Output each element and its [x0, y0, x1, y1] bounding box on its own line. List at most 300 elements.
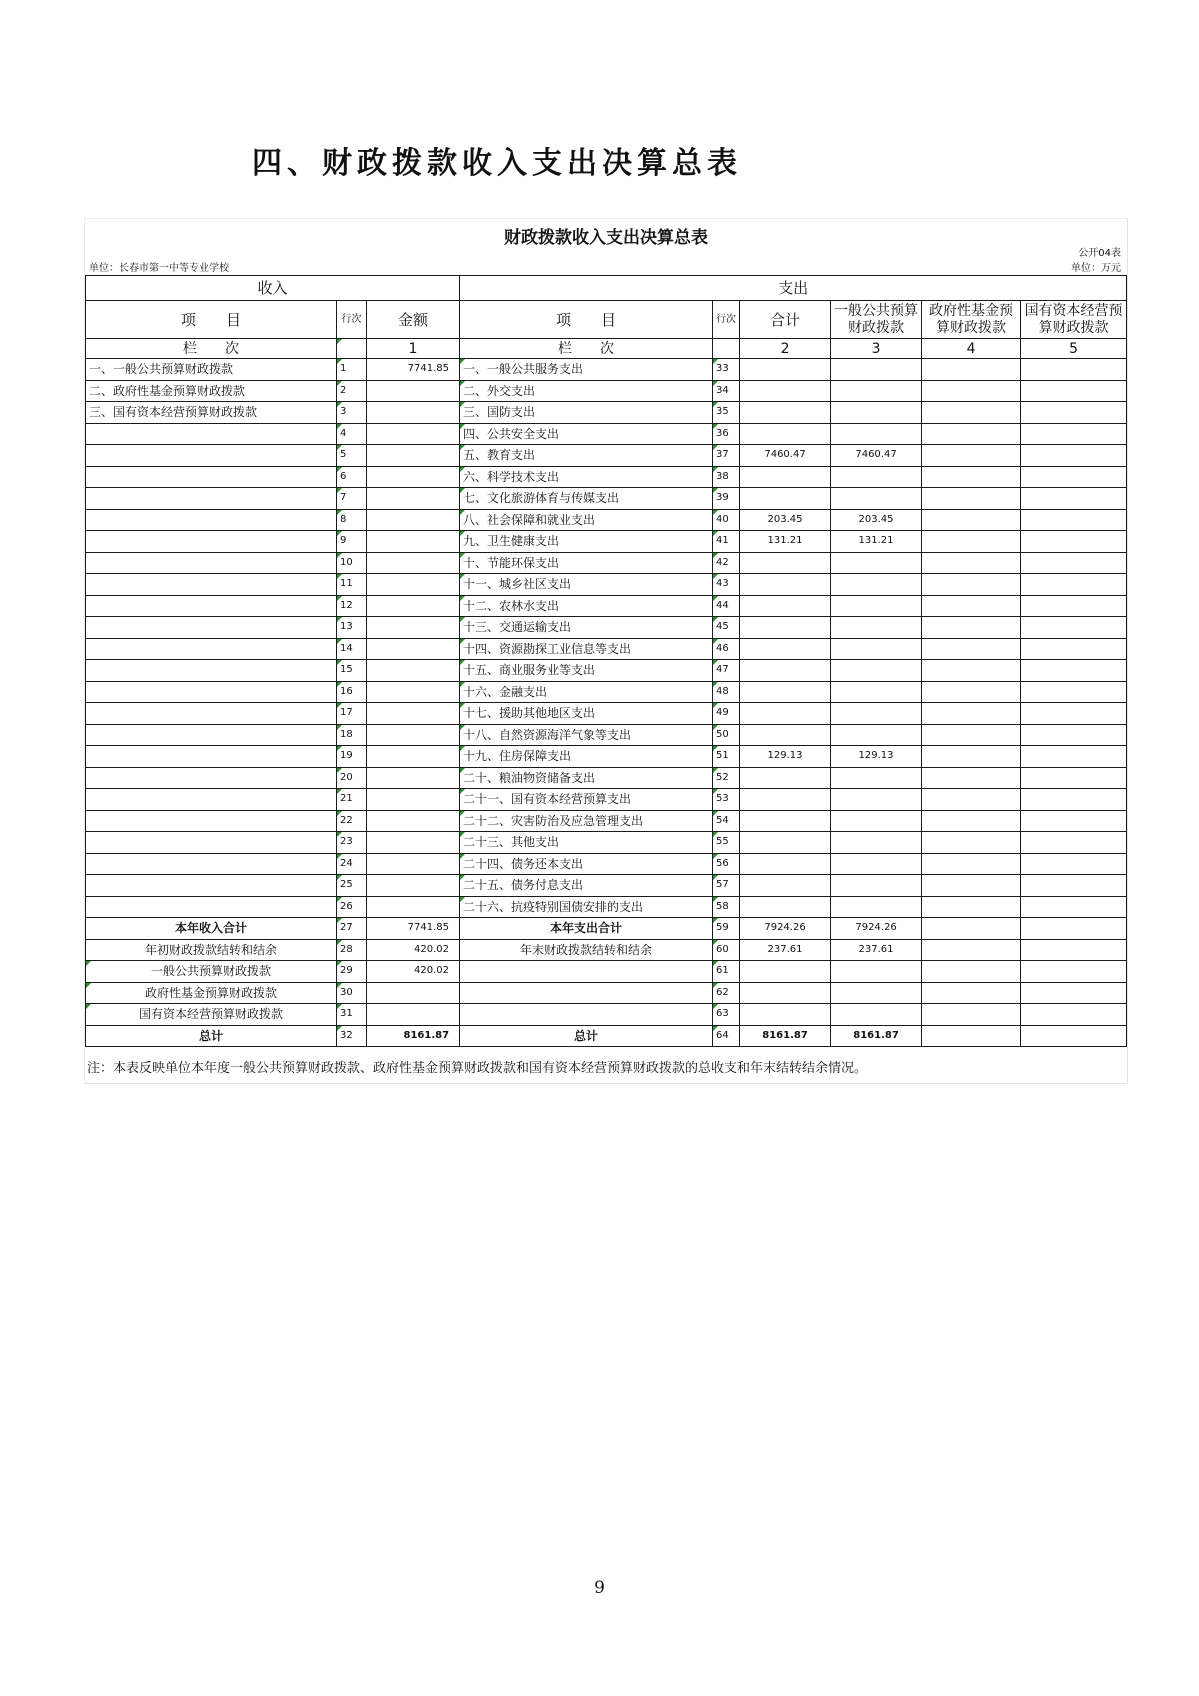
- row-no: 62: [713, 982, 740, 1004]
- row-no: 25: [337, 875, 367, 897]
- amount: [740, 896, 831, 918]
- amount: [367, 531, 460, 553]
- row-no: 31: [337, 1004, 367, 1026]
- lanci-label: 栏 次: [460, 339, 713, 359]
- amount: [831, 767, 922, 789]
- row-no: 23: [337, 832, 367, 854]
- final-accounts-sheet: [84, 218, 1128, 1084]
- income-item: [86, 445, 337, 467]
- amount: [831, 466, 922, 488]
- amount: [367, 875, 460, 897]
- income-item: [86, 638, 337, 660]
- amount: [831, 875, 922, 897]
- row-no: 33: [713, 359, 740, 381]
- income-item: [86, 617, 337, 639]
- amount: [740, 789, 831, 811]
- amount: [922, 445, 1021, 467]
- amount: [1021, 552, 1127, 574]
- begin-balance-label: 年初财政拨款结转和结余: [86, 939, 337, 961]
- table-title: 财政拨款收入支出决算总表: [504, 228, 708, 248]
- amount: [922, 810, 1021, 832]
- amount: [922, 703, 1021, 725]
- empty-cell: [922, 1025, 1021, 1047]
- row-no: 14: [337, 638, 367, 660]
- form-code: 公开04表: [1078, 248, 1121, 259]
- row-no: 32: [337, 1025, 367, 1047]
- amount: [367, 488, 460, 510]
- amount: [922, 832, 1021, 854]
- table-row: [86, 509, 1127, 531]
- amount: [367, 703, 460, 725]
- empty-cell: [922, 1004, 1021, 1026]
- amount: 203.45: [831, 509, 922, 531]
- table-row: [86, 359, 1127, 381]
- row-no: 50: [713, 724, 740, 746]
- table-note: 注：本表反映单位本年度一般公共预算财政拨款、政府性基金预算财政拨款和国有资本经营预算财政拨款的总收支和年末结转结余情况。: [87, 1061, 868, 1076]
- row-no: 49: [713, 703, 740, 725]
- expense-item: 十二、农林水支出: [460, 595, 713, 617]
- expense-item: 一、一般公共服务支出: [460, 359, 713, 381]
- amount: [740, 402, 831, 424]
- empty-cell: [367, 1004, 460, 1026]
- amount: [922, 767, 1021, 789]
- income-item: 二、政府性基金预算财政拨款: [86, 380, 337, 402]
- table-row: [86, 402, 1127, 424]
- empty-cell: [1021, 1025, 1127, 1047]
- amount: [831, 853, 922, 875]
- amount: 420.02: [367, 961, 460, 983]
- row-no: 35: [713, 402, 740, 424]
- amount: [367, 681, 460, 703]
- empty-cell: [831, 961, 922, 983]
- income-item: [86, 703, 337, 725]
- summary-row-balance: [86, 939, 1127, 961]
- column-index-row: [86, 339, 1127, 359]
- table-row: [86, 445, 1127, 467]
- empty-cell: [922, 982, 1021, 1004]
- row-no: 39: [713, 488, 740, 510]
- amount: [740, 767, 831, 789]
- amount: [740, 574, 831, 596]
- income-item: [86, 466, 337, 488]
- row-no: 40: [713, 509, 740, 531]
- amount: [922, 488, 1021, 510]
- amount: [1021, 423, 1127, 445]
- amount: [1021, 531, 1127, 553]
- table-row: [86, 380, 1127, 402]
- amount: [1021, 574, 1127, 596]
- expense-total-header: 合计: [740, 301, 831, 339]
- row-no: 1: [337, 359, 367, 381]
- expense-item: 十、节能环保支出: [460, 552, 713, 574]
- amount: [367, 638, 460, 660]
- amount: 129.13: [740, 746, 831, 768]
- amount: 129.13: [831, 746, 922, 768]
- amount: [831, 681, 922, 703]
- row-no: 30: [337, 982, 367, 1004]
- amount: [922, 638, 1021, 660]
- row-no: 7: [337, 488, 367, 510]
- row-no: 46: [713, 638, 740, 660]
- amount: [1021, 746, 1127, 768]
- row-no: 26: [337, 896, 367, 918]
- amount: [922, 617, 1021, 639]
- amount: 7741.85: [367, 359, 460, 381]
- row-no: 56: [713, 853, 740, 875]
- empty-cell: [1021, 939, 1127, 961]
- row-no: 64: [713, 1025, 740, 1047]
- row-no: 28: [337, 939, 367, 961]
- row-no: 60: [713, 939, 740, 961]
- currency-unit: 单位：万元: [1071, 263, 1121, 274]
- row-no: 42: [713, 552, 740, 574]
- amount: [922, 466, 1021, 488]
- table-row: [86, 724, 1127, 746]
- amount: [740, 380, 831, 402]
- empty-cell: [831, 1004, 922, 1026]
- amount: [367, 746, 460, 768]
- table-row: [86, 423, 1127, 445]
- amount: [831, 896, 922, 918]
- amount: [831, 638, 922, 660]
- amount: [367, 767, 460, 789]
- expense-item: 十六、金融支出: [460, 681, 713, 703]
- year-expense-label: 本年支出合计: [460, 918, 713, 940]
- amount: [740, 359, 831, 381]
- table-row: [86, 574, 1127, 596]
- empty-cell: [740, 961, 831, 983]
- summary-row-year-total: [86, 918, 1127, 940]
- header-columns-row: [86, 301, 1127, 339]
- amount: [831, 488, 922, 510]
- row-no: 17: [337, 703, 367, 725]
- amount: [922, 789, 1021, 811]
- page-heading: 四、财政拨款收入支出决算总表: [252, 146, 742, 181]
- row-no: 22: [337, 810, 367, 832]
- row-no: 2: [337, 380, 367, 402]
- expense-item: 十一、城乡社区支出: [460, 574, 713, 596]
- income-item: [86, 746, 337, 768]
- amount: [367, 445, 460, 467]
- income-header: 收入: [86, 276, 460, 301]
- amount: 7741.85: [367, 918, 460, 940]
- expense-row-no-header: 行次: [713, 301, 740, 339]
- amount: [740, 552, 831, 574]
- amount: [922, 724, 1021, 746]
- row-no: 16: [337, 681, 367, 703]
- amount: 237.61: [740, 939, 831, 961]
- amount: [367, 509, 460, 531]
- amount: [1021, 445, 1127, 467]
- grand-total-label: 总计: [460, 1025, 713, 1047]
- empty-cell: [1021, 918, 1127, 940]
- table-row: [86, 767, 1127, 789]
- amount: [831, 724, 922, 746]
- amount: [1021, 832, 1127, 854]
- budget-table: [85, 275, 1127, 1047]
- amount: 7924.26: [831, 918, 922, 940]
- amount: [831, 832, 922, 854]
- income-item: [86, 767, 337, 789]
- amount: [367, 574, 460, 596]
- row-no: 9: [337, 531, 367, 553]
- amount: [740, 617, 831, 639]
- row-no: 53: [713, 789, 740, 811]
- row-no: 41: [713, 531, 740, 553]
- amount: [1021, 875, 1127, 897]
- amount: [831, 810, 922, 832]
- row-no: 24: [337, 853, 367, 875]
- table-row: [86, 789, 1127, 811]
- expense-item: 十三、交通运输支出: [460, 617, 713, 639]
- empty-cell: [337, 339, 367, 359]
- table-row: [86, 746, 1127, 768]
- table-row: [86, 810, 1127, 832]
- row-no: 54: [713, 810, 740, 832]
- amount: [922, 552, 1021, 574]
- summary-row-begin-general: [86, 961, 1127, 983]
- amount: [1021, 810, 1127, 832]
- amount: [740, 595, 831, 617]
- row-no: 63: [713, 1004, 740, 1026]
- amount: [1021, 380, 1127, 402]
- income-item: 三、国有资本经营预算财政拨款: [86, 402, 337, 424]
- table-row: [86, 896, 1127, 918]
- amount: [367, 595, 460, 617]
- income-item: [86, 896, 337, 918]
- income-item: [86, 724, 337, 746]
- col5-index: 5: [1021, 339, 1127, 359]
- end-balance-label: 年末财政拨款结转和结余: [460, 939, 713, 961]
- amount: [922, 681, 1021, 703]
- row-no: 29: [337, 961, 367, 983]
- expense-item: 二十四、债务还本支出: [460, 853, 713, 875]
- income-item: [86, 488, 337, 510]
- income-row-no-header: 行次: [337, 301, 367, 339]
- row-no: 51: [713, 746, 740, 768]
- expense-item: 三、国防支出: [460, 402, 713, 424]
- amount: [831, 423, 922, 445]
- expense-item: 二十三、其他支出: [460, 832, 713, 854]
- table-row: [86, 595, 1127, 617]
- row-no: 5: [337, 445, 367, 467]
- amount: [922, 896, 1021, 918]
- empty-cell: [1021, 982, 1127, 1004]
- amount: [831, 617, 922, 639]
- income-item: [86, 660, 337, 682]
- amount: [922, 423, 1021, 445]
- row-no: 21: [337, 789, 367, 811]
- table-row: [86, 853, 1127, 875]
- row-no: 61: [713, 961, 740, 983]
- income-item: [86, 531, 337, 553]
- row-no: 6: [337, 466, 367, 488]
- begin-capital-label: 国有资本经营预算财政拨款: [86, 1004, 337, 1026]
- amount: [1021, 789, 1127, 811]
- reporting-unit: 单位：长春市第一中等专业学校: [89, 263, 229, 274]
- row-no: 44: [713, 595, 740, 617]
- summary-row-begin-fund: [86, 982, 1127, 1004]
- amount: [1021, 466, 1127, 488]
- amount: [831, 574, 922, 596]
- amount: [740, 832, 831, 854]
- table-row: [86, 552, 1127, 574]
- table-row: [86, 832, 1127, 854]
- amount: 8161.87: [740, 1025, 831, 1047]
- row-no: 13: [337, 617, 367, 639]
- begin-fund-label: 政府性基金预算财政拨款: [86, 982, 337, 1004]
- income-item: [86, 875, 337, 897]
- amount: [367, 832, 460, 854]
- amount: [740, 875, 831, 897]
- amount: [922, 531, 1021, 553]
- amount: 8161.87: [831, 1025, 922, 1047]
- expense-header: 支出: [460, 276, 1127, 301]
- expense-item: 二十五、债务付息支出: [460, 875, 713, 897]
- expense-item: 八、社会保障和就业支出: [460, 509, 713, 531]
- amount: [1021, 617, 1127, 639]
- row-no: 37: [713, 445, 740, 467]
- row-no: 38: [713, 466, 740, 488]
- amount: 420.02: [367, 939, 460, 961]
- expense-item: 五、教育支出: [460, 445, 713, 467]
- row-no: 55: [713, 832, 740, 854]
- amount: [740, 423, 831, 445]
- amount: [367, 552, 460, 574]
- amount: [1021, 595, 1127, 617]
- amount: [831, 359, 922, 381]
- row-no: 18: [337, 724, 367, 746]
- amount: [740, 810, 831, 832]
- row-no: 19: [337, 746, 367, 768]
- amount: [1021, 767, 1127, 789]
- row-no: 12: [337, 595, 367, 617]
- table-row: [86, 638, 1127, 660]
- amount: [740, 681, 831, 703]
- amount: [367, 853, 460, 875]
- table-row: [86, 617, 1127, 639]
- income-item: [86, 423, 337, 445]
- row-no: 8: [337, 509, 367, 531]
- amount: [1021, 660, 1127, 682]
- amount: [831, 402, 922, 424]
- gov-fund-header: 政府性基金预算财政拨款: [922, 301, 1021, 339]
- amount: [740, 488, 831, 510]
- amount: 203.45: [740, 509, 831, 531]
- amount: [922, 595, 1021, 617]
- row-no: 34: [713, 380, 740, 402]
- empty-cell: [922, 918, 1021, 940]
- amount: [1021, 853, 1127, 875]
- amount: [367, 789, 460, 811]
- table-row: [86, 875, 1127, 897]
- income-item: [86, 574, 337, 596]
- table-row: [86, 703, 1127, 725]
- amount: [367, 402, 460, 424]
- income-item: [86, 595, 337, 617]
- empty-cell: [460, 1004, 713, 1026]
- amount: [831, 703, 922, 725]
- income-item: [86, 789, 337, 811]
- empty-cell: [740, 1004, 831, 1026]
- amount: [367, 380, 460, 402]
- amount: [831, 380, 922, 402]
- amount: [922, 402, 1021, 424]
- amount: [740, 638, 831, 660]
- row-no: 3: [337, 402, 367, 424]
- amount: 7924.26: [740, 918, 831, 940]
- amount: 237.61: [831, 939, 922, 961]
- amount: [367, 724, 460, 746]
- col4-index: 4: [922, 339, 1021, 359]
- income-item: [86, 853, 337, 875]
- amount: [367, 660, 460, 682]
- empty-cell: [1021, 961, 1127, 983]
- amount: [740, 853, 831, 875]
- row-no: 36: [713, 423, 740, 445]
- year-income-label: 本年收入合计: [86, 918, 337, 940]
- amount: [367, 896, 460, 918]
- income-item: 一、一般公共预算财政拨款: [86, 359, 337, 381]
- expense-item: 四、公共安全支出: [460, 423, 713, 445]
- empty-cell: [740, 982, 831, 1004]
- expense-item: 十七、援助其他地区支出: [460, 703, 713, 725]
- amount: [367, 466, 460, 488]
- empty-cell: [460, 982, 713, 1004]
- expense-item: 六、科学技术支出: [460, 466, 713, 488]
- amount: [1021, 402, 1127, 424]
- expense-item: 九、卫生健康支出: [460, 531, 713, 553]
- income-item: [86, 832, 337, 854]
- amount: [922, 509, 1021, 531]
- amount: [1021, 638, 1127, 660]
- amount: 131.21: [831, 531, 922, 553]
- amount: [740, 724, 831, 746]
- row-no: 57: [713, 875, 740, 897]
- page-number: 9: [594, 1578, 605, 1598]
- amount: [831, 552, 922, 574]
- expense-item: 七、文化旅游体育与传媒支出: [460, 488, 713, 510]
- expense-item: 二十、粮油物资储备支出: [460, 767, 713, 789]
- income-item: [86, 681, 337, 703]
- summary-row-begin-capital: [86, 1004, 1127, 1026]
- empty-cell: [1021, 1004, 1127, 1026]
- amount: [1021, 509, 1127, 531]
- table-row: [86, 488, 1127, 510]
- amount: 8161.87: [367, 1025, 460, 1047]
- amount: [922, 660, 1021, 682]
- col3-index: 3: [831, 339, 922, 359]
- amount: [922, 875, 1021, 897]
- empty-cell: [831, 982, 922, 1004]
- row-no: 59: [713, 918, 740, 940]
- income-item: [86, 509, 337, 531]
- amount: [1021, 703, 1127, 725]
- row-no: 10: [337, 552, 367, 574]
- amount: [922, 359, 1021, 381]
- expense-item-header: 项 目: [460, 301, 713, 339]
- empty-cell: [922, 961, 1021, 983]
- amount: [922, 746, 1021, 768]
- row-no: 48: [713, 681, 740, 703]
- table-row: [86, 681, 1127, 703]
- amount: [740, 660, 831, 682]
- general-budget-header: 一般公共预算财政拨款: [831, 301, 922, 339]
- grand-total-label: 总计: [86, 1025, 337, 1047]
- row-no: 52: [713, 767, 740, 789]
- income-item: [86, 810, 337, 832]
- row-no: 20: [337, 767, 367, 789]
